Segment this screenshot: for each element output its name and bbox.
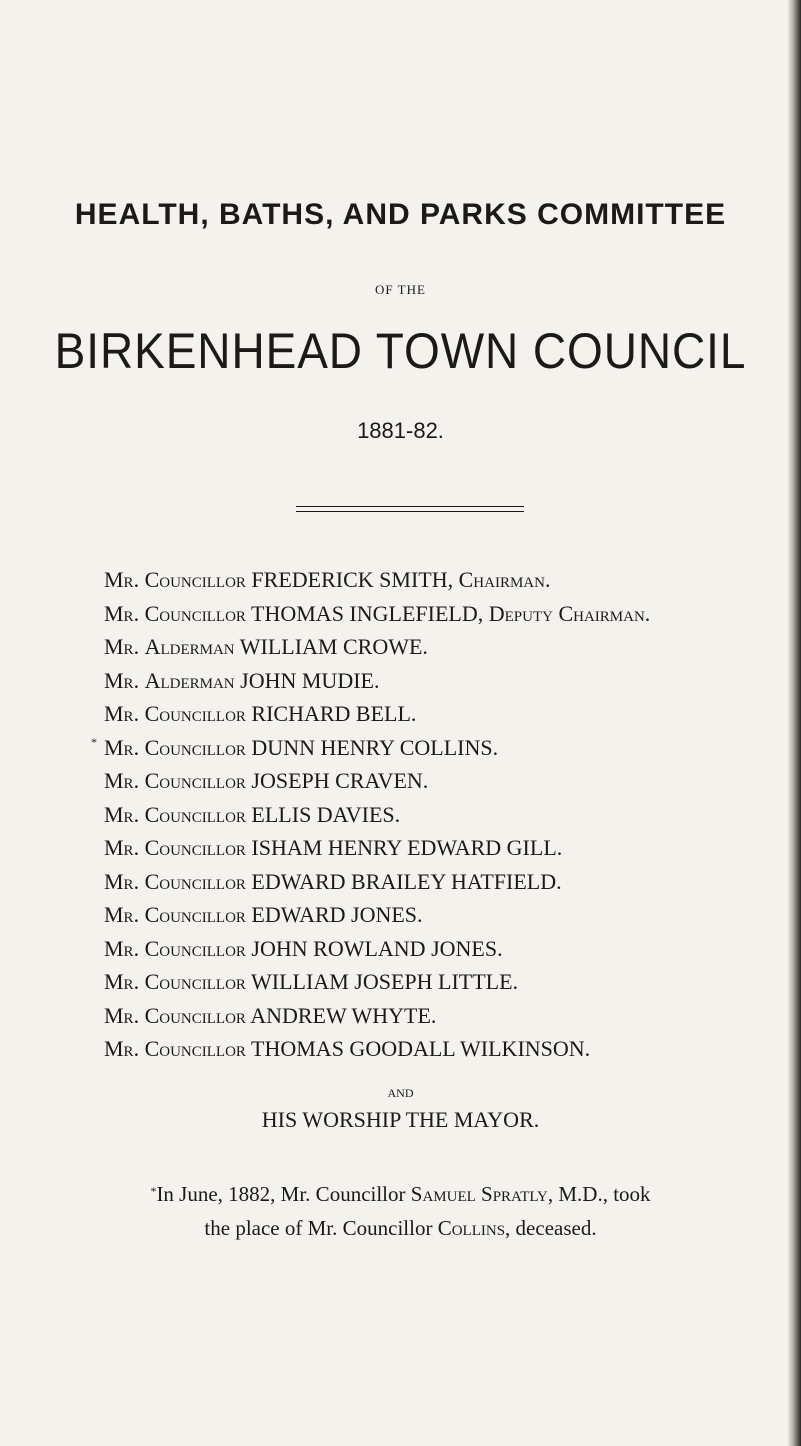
member-prefix: Mr. <box>104 600 140 626</box>
year-label: 1881-82. <box>357 418 444 443</box>
member-name: THOMAS GOODALL WILKINSON. <box>251 1036 591 1061</box>
member-office: Alderman <box>144 667 235 693</box>
member-prefix: Mr. <box>104 701 140 726</box>
member-prefix: Mr. <box>104 768 140 793</box>
member-prefix: Mr. <box>104 902 140 927</box>
member-row <box>104 831 794 865</box>
member-office: Councillor <box>144 835 246 860</box>
member-office: Councillor <box>144 935 246 961</box>
member-row <box>104 932 794 966</box>
footnote-name: Collins <box>437 1216 506 1240</box>
footnote-marker: * <box>150 1184 157 1198</box>
member-name: ANDREW WHYTE. <box>250 1002 437 1028</box>
member-office: Alderman <box>144 634 235 659</box>
divider-rule-bottom <box>296 511 524 512</box>
footnote-name: Samuel Spratly <box>410 1182 548 1206</box>
member-row <box>104 664 794 698</box>
member-row <box>104 597 794 631</box>
member-office: Councillor <box>144 600 246 626</box>
member-name: FREDERICK SMITH, <box>251 567 454 592</box>
member-prefix: Mr. <box>104 567 140 592</box>
member-row <box>104 898 794 932</box>
footnote-text: In June, 1882, Mr. Councillor <box>156 1182 411 1206</box>
member-prefix: Mr. <box>104 935 140 961</box>
and-label: AND <box>387 1086 414 1100</box>
footnote-text: the place of Mr. Councillor <box>204 1216 438 1240</box>
member-name: JOSEPH CRAVEN. <box>251 768 429 793</box>
member-role: Deputy Chairman. <box>488 600 651 626</box>
member-prefix: Mr. <box>104 1036 140 1061</box>
member-name: EDWARD BRAILEY HATFIELD. <box>251 868 562 894</box>
member-prefix: Mr. <box>104 868 140 894</box>
member-name: WILLIAM JOSEPH LITTLE. <box>251 969 519 994</box>
member-row <box>104 764 794 798</box>
member-office: Councillor <box>144 768 246 793</box>
of-the-label: OF THE <box>375 282 426 297</box>
member-name: THOMAS INGLEFIELD, <box>251 600 484 626</box>
member-name: JOHN ROWLAND JONES. <box>251 935 503 961</box>
member-row <box>104 697 794 731</box>
divider-rule-top <box>296 506 524 507</box>
member-row <box>91 731 794 765</box>
member-row <box>104 999 794 1033</box>
footnote-text: , deceased. <box>505 1216 597 1240</box>
member-list <box>91 563 794 1066</box>
member-office: Councillor <box>144 801 246 827</box>
member-name: DUNN HENRY COLLINS. <box>251 734 499 760</box>
council-title: BIRKENHEAD TOWN COUNCIL <box>54 323 747 379</box>
member-row <box>104 1032 794 1066</box>
member-prefix: Mr. <box>104 667 140 693</box>
member-name: JOHN MUDIE. <box>240 667 380 693</box>
member-prefix: Mr. <box>104 634 140 659</box>
member-name: EDWARD JONES. <box>251 902 423 927</box>
member-office: Councillor <box>144 902 246 927</box>
member-prefix: Mr. <box>104 801 140 827</box>
member-prefix: Mr. <box>104 835 140 860</box>
member-row <box>104 563 794 597</box>
member-row <box>104 865 794 899</box>
member-office: Councillor <box>144 969 246 994</box>
committee-title: HEALTH, BATHS, AND PARKS COMMITTEE <box>74 198 727 231</box>
member-row <box>104 630 794 664</box>
member-name: ISHAM HENRY EDWARD GILL. <box>251 835 563 860</box>
member-name: ELLIS DAVIES. <box>251 801 401 827</box>
member-office: Councillor <box>144 1036 246 1061</box>
member-role: Chairman. <box>458 567 551 592</box>
footnote-text: , M.D., took <box>547 1182 651 1206</box>
footnote-marker: * <box>91 734 97 749</box>
member-office: Councillor <box>144 868 246 894</box>
member-prefix: Mr. <box>104 969 140 994</box>
member-prefix: Mr. <box>104 1002 140 1028</box>
member-office: Councillor <box>144 1002 246 1028</box>
member-office: Councillor <box>144 567 246 592</box>
member-row <box>104 798 794 832</box>
member-name: RICHARD BELL. <box>251 701 417 726</box>
member-row <box>104 965 794 999</box>
member-prefix: Mr. <box>104 734 140 760</box>
footnote-line-1 <box>0 1174 801 1211</box>
footnote <box>0 1174 801 1245</box>
footnote-line-2 <box>0 1211 801 1245</box>
member-name: WILLIAM CROWE. <box>239 634 428 659</box>
mayor-line: HIS WORSHIP THE MAYOR. <box>261 1107 540 1132</box>
member-office: Councillor <box>144 734 246 760</box>
member-office: Councillor <box>144 701 246 726</box>
